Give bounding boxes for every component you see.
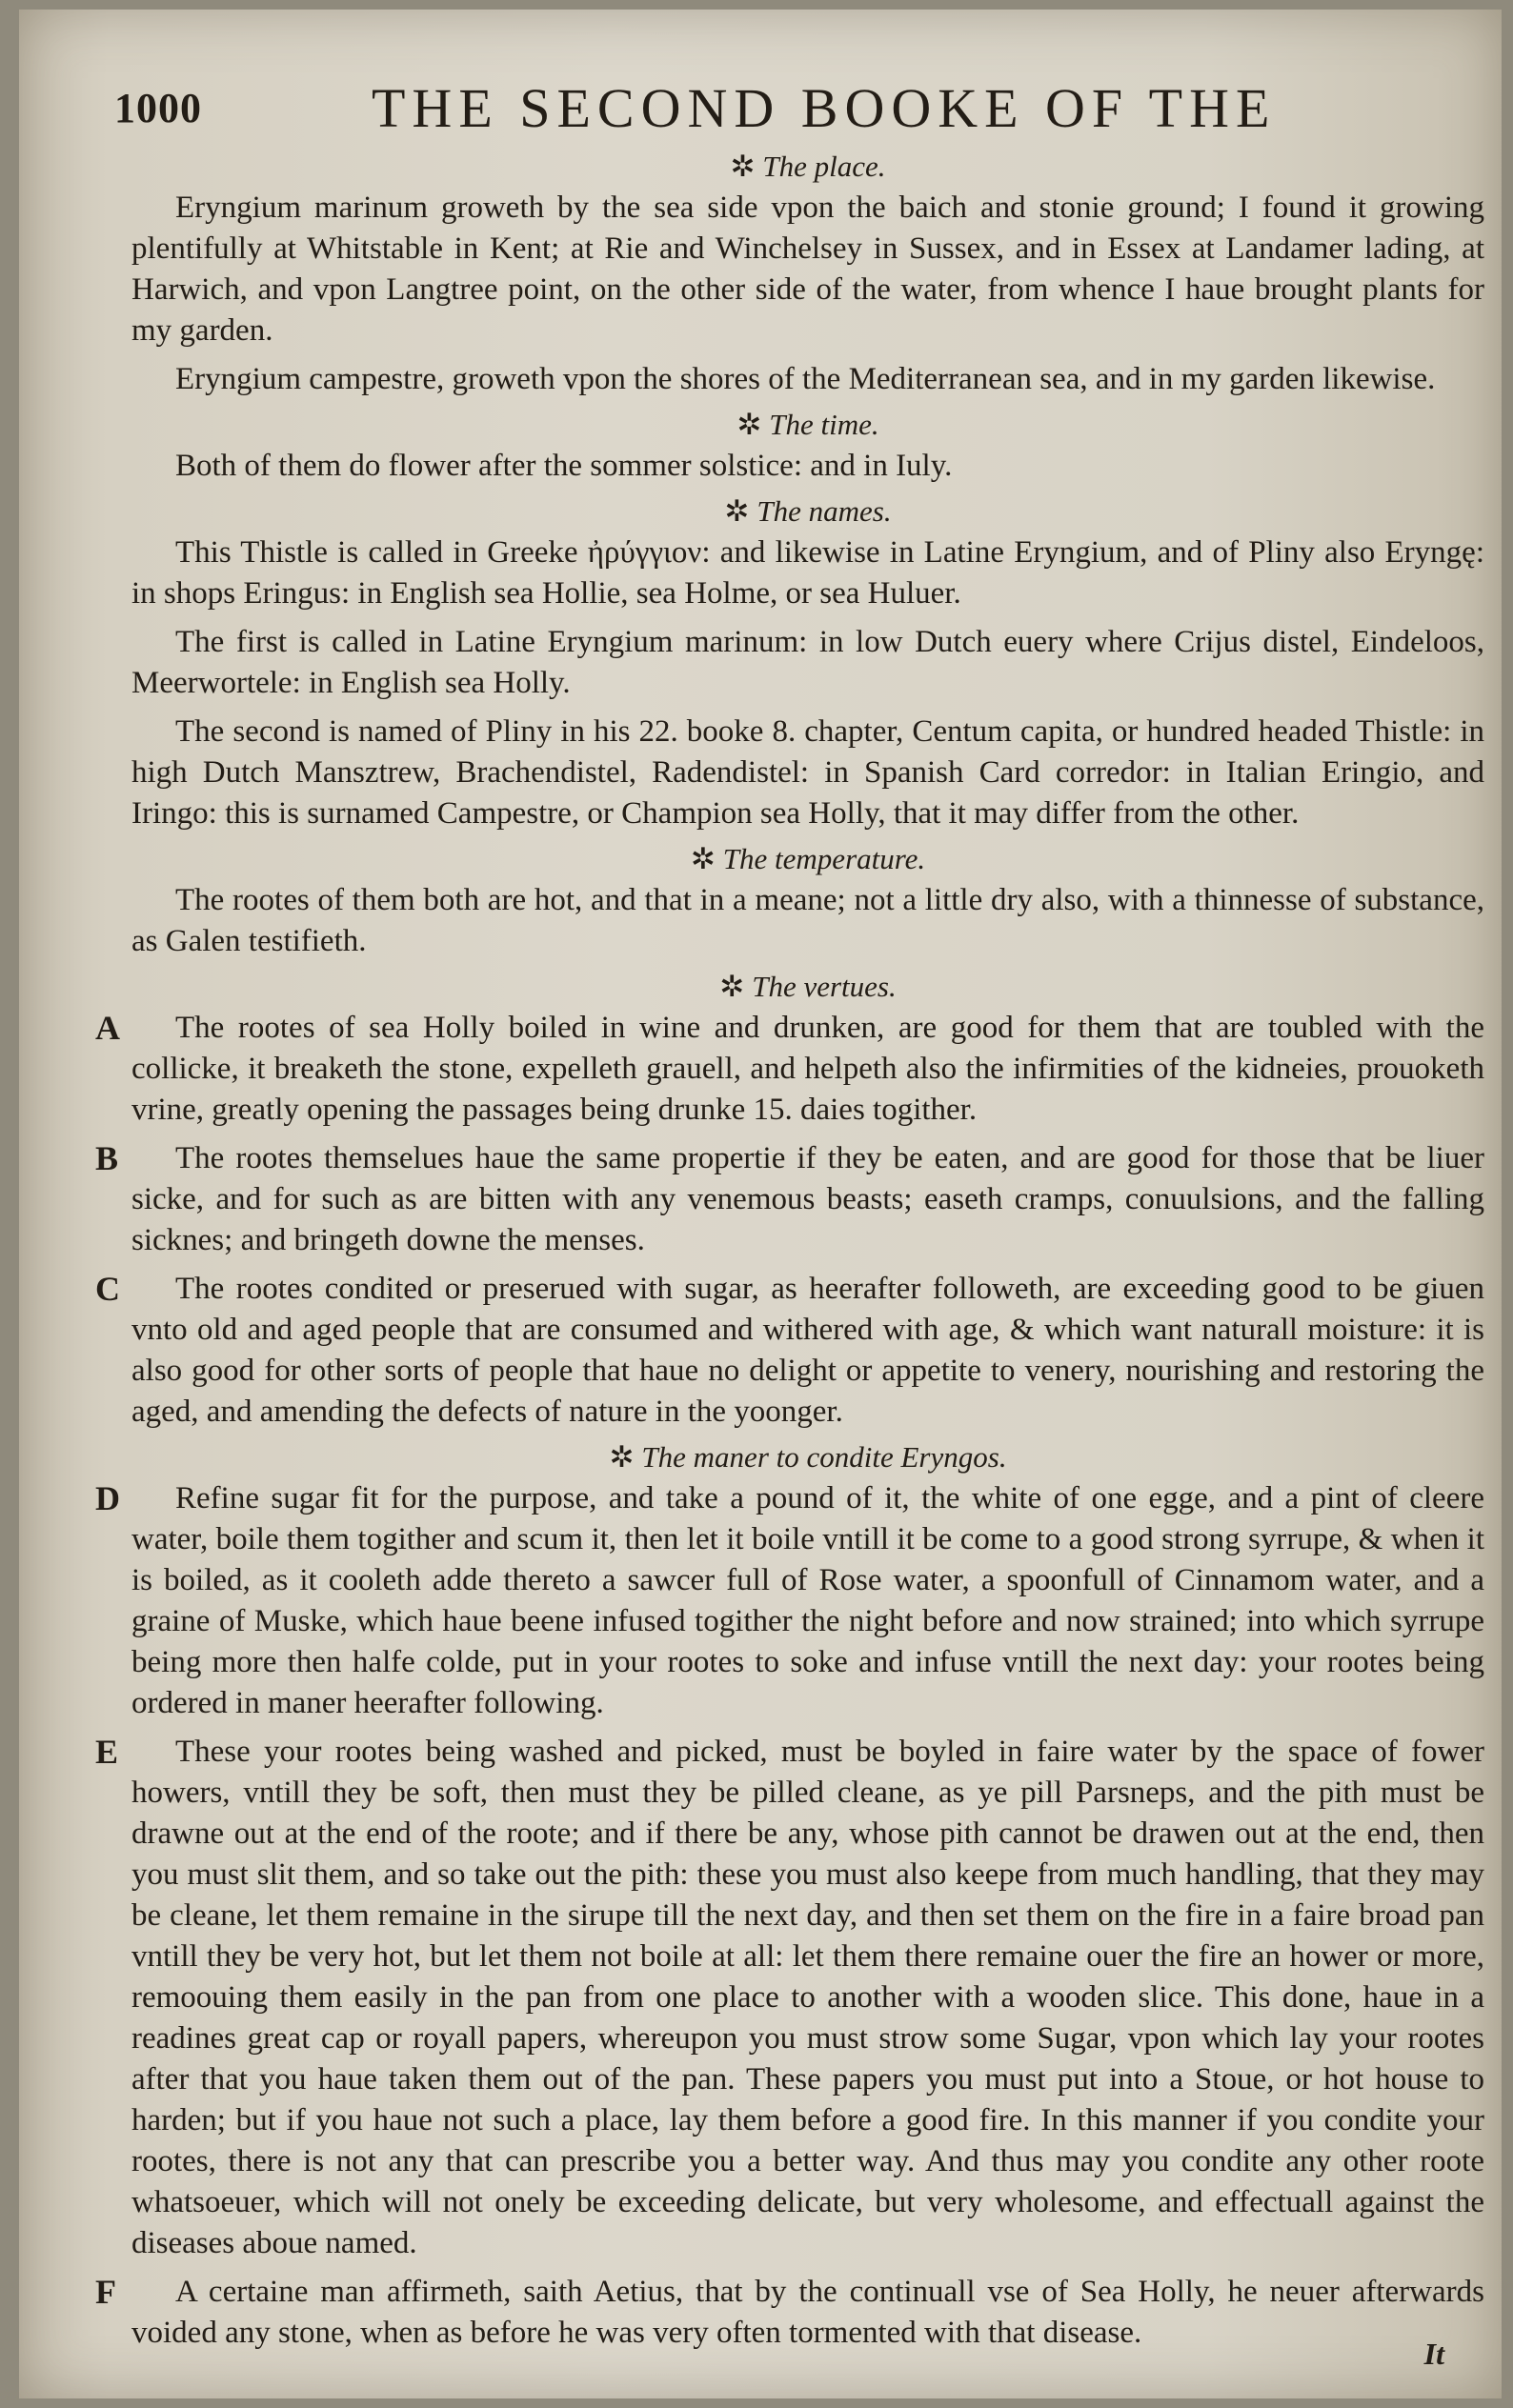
lettered-paragraph <box>95 1478 1484 1724</box>
asterism-icon: ✲ <box>690 842 716 875</box>
paragraph: The rootes of them both are hot, and that in a meane; not a little dry also, with a thinnesse of substance, as Galen testifieth. <box>131 883 1484 958</box>
section-heading-vertues: ✲ The vertues. <box>719 970 897 1003</box>
marginal-letter: B <box>95 1139 119 1177</box>
asterism-icon: ✲ <box>609 1440 635 1474</box>
paragraph: Eryngium campestre, groweth vpon the shores of the Mediterranean sea, and in my garden likewise. <box>175 362 1436 396</box>
section-heading-time: ✲ The time. <box>736 408 879 441</box>
paragraph: The rootes condited or preserued with sugar, as heerafter followeth, are exceeding good to be giuen vnto old and aged people that are consumed and withered with age, & which want naturall moisture: it is also good for other sorts of people that haue no delight or appetite to venery, nourishing and restoring the aged, and amending the defects of nature in the yoonger. <box>131 1272 1484 1429</box>
paragraph: The first is called in Latine Eryngium marinum: in low Dutch euery where Crijus distel, Eindeloos, Meerwortele: in English sea Holly. <box>131 625 1484 700</box>
paragraph: A certaine man affirmeth, saith Aetius, that by the continuall vse of Sea Holly, he neuer afterwards voided any stone, when as before he was very often tormented with that disease. <box>131 2275 1484 2350</box>
marginal-letter: A <box>95 1009 120 1047</box>
section-heading-condite: ✲ The maner to condite Eryngos. <box>609 1440 1007 1474</box>
asterism-icon: ✲ <box>730 150 756 183</box>
page-body <box>95 148 1484 2361</box>
paragraph: These your rootes being washed and picked, must be boyled in faire water by the space of fower howers, vntill they be soft, then must they be pilled cleane, as ye pill Parsneps, and the pith must be drawne out at the end of the roote; and if there be any, whose pith cannot be drawen out at the end, then you must slit them, and so take out the pith: these you must also keepe from much handling, that they may be cleane, let them remaine in the sirupe till the next day, and then set them on the fire in a faire broad pan vntill they be very hot, but let them not boile at all: let them there remaine ouer the fire an hower or more, remoouing them easily in the pan from one place to another with a wooden slice. This done, haue in a readines great cap or royall papers, whereupon you must strow some Sugar, vpon which lay your rootes after that you haue taken them out of the pan. These papers you must put into a Stoue, or hot house to harden; but if you haue not such a place, lay them before a good fire. In this manner if you condite your rootes, there is not any that can prescribe you a better way. And thus may you condite any other roote whatsoeuer, which will not onely be exceeding delicate, but very wholesome, and effectuall against the diseases aboue named. <box>131 1735 1484 2260</box>
page-number: 1000 <box>114 85 202 131</box>
catchword: It <box>1423 2337 1444 2371</box>
asterism-icon: ✲ <box>724 494 750 528</box>
marginal-letter: D <box>95 1479 120 1517</box>
running-title: THE SECOND BOOKE OF THE <box>372 77 1277 139</box>
paragraph: The rootes themselues haue the same propertie if they be eaten, and are good for those that be liuer sicke, and for such as are bitten with any venemous beasts; easeth cramps, conuulsions, and the falling sicknes; and bringeth downe the menses. <box>131 1141 1484 1257</box>
paragraph: Eryngium marinum groweth by the sea side vpon the baich and stonie ground; I found it growing plentifully at Whitstable in Kent; at Rie and Winchelsey in Sussex, and in Essex at Landamer lading, at Harwich, and vpon Langtree point, on the other side of the water, from whence I haue brought plants for my garden. <box>131 191 1484 348</box>
asterism-icon: ✲ <box>719 970 745 1003</box>
paragraph: Both of them do flower after the sommer solstice: and in Iuly. <box>175 449 953 483</box>
marginal-letter: F <box>95 2273 116 2311</box>
section-heading-names: ✲ The names. <box>724 494 892 528</box>
lettered-paragraph <box>95 1732 1484 2264</box>
paragraph: The second is named of Pliny in his 22. booke 8. chapter, Centum capita, or hundred headed Thistle: in high Dutch Mansztrew, Brachendistel, Radendistel: in Spanish Card corredor: in Italian Eringio, and Iringo: this is surnamed Campestre, or Champion sea Holly, that it may differ from the other. <box>131 714 1484 831</box>
lettered-paragraph <box>95 1269 1484 1433</box>
paragraph: This Thistle is called in Greeke ἠρύγγιον: and likewise in Latine Eryngium, and of Pliny also Eryngę: in shops Eringus: in English sea Hollie, sea Holme, or sea Huluer. <box>131 535 1484 611</box>
paragraph: Refine sugar fit for the purpose, and take a pound of it, the white of one egge, and a pint of cleere water, boile them togither and scum it, then let it boile vntill it be come to a good strong syrrupe, & when it is boiled, as it cooleth adde thereto a sawcer full of Rose water, a spoonfull of Cinnamom water, and a graine of Muske, which haue beene infused togither the night before and now strained; into which syrrupe being more then halfe colde, put in your rootes to soke and infuse vntill the next day: your rootes being ordered in maner heerafter following. <box>131 1481 1484 1720</box>
marginal-letter: C <box>95 1270 120 1308</box>
book-page <box>19 10 1502 2398</box>
lettered-paragraph <box>95 1138 1484 1261</box>
running-head <box>114 76 1372 143</box>
section-heading-place: ✲ The place. <box>730 150 886 183</box>
marginal-letter: E <box>95 1733 119 1771</box>
lettered-paragraph <box>95 1008 1484 1131</box>
section-heading-temperature: ✲ The temperature. <box>690 842 926 875</box>
lettered-paragraph <box>95 2272 1484 2354</box>
asterism-icon: ✲ <box>736 408 762 441</box>
paragraph: The rootes of sea Holly boiled in wine and drunken, are good for them that are toubled with the collicke, it breaketh the stone, expelleth grauell, and helpeth also the infirmities of the kidneies, prouoketh vrine, greatly opening the passages being drunke 15. daies togither. <box>131 1011 1484 1127</box>
